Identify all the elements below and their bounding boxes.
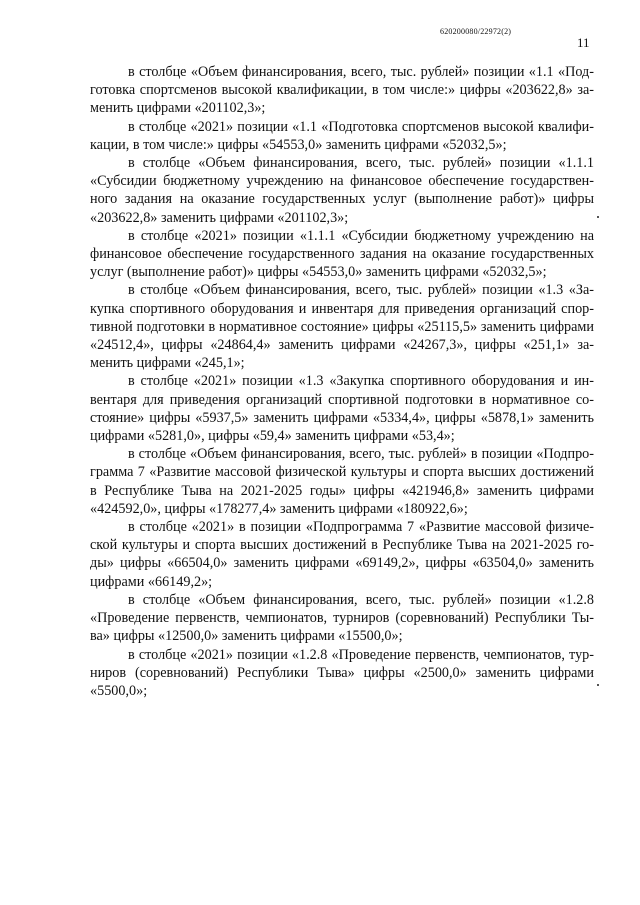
paragraph: в столбце «2021» в позиции «Подпрограмма 7 «Развитие массовой физической культуры и спорта высших достижений в Республике Тыва на 2021-2025 годы» цифры «66504,0» заменить цифрами «69149,2», цифры «63504,0» заменить цифрами «66149,2»;: [90, 519, 594, 590]
paragraph: в столбце «Объем финансирования, всего, тыс. рублей» позиции «1.3 «Закупка спортивного оборудования и инвентаря для приведения организаций спортивной подготовки в нормативное состояние» цифры «25115,5» заменить цифрами «24512,4», цифры «24864,4» заменить цифрами «24267,3», цифры «251,1» заменить цифрами «245,1»;: [90, 282, 594, 372]
paragraph: в столбце «Объем финансирования, всего, тыс. рублей» позиции «1.1 «Подготовка спортсменов высокой квалификации, в том числе:» цифры «203622,8» заменить цифрами «201102,3»;: [90, 64, 594, 117]
document-code: 620200080/22972(2): [440, 27, 512, 36]
paragraph: в столбце «Объем финансирования, всего, тыс. рублей» в позиции «Подпрограмма 7 «Развитие массовой физической культуры и спорта высших достижений в Республике Тыва на 2021-2025 годы» цифры «421946,8» заменить цифрами «424592,0», цифры «178277,4» заменить цифрами «180922,6»;: [90, 446, 594, 517]
paragraph: в столбце «2021» позиции «1.1.1 «Субсидии бюджетному учреждению на финансовое обеспечение государственного задания на оказание государственных услуг (выполнение работ)» цифры «54553,0» заменить цифрами «52032,5»;: [90, 227, 594, 281]
paragraph: в столбце «2021» позиции «1.2.8 «Проведение первенств, чемпионатов, турниров (соревнований) Республики Тыва» цифры «2500,0» заменить цифрами «5500,0»;: [90, 646, 594, 699]
paragraph: в столбце «2021» позиции «1.1 «Подготовка спортсменов высокой квалификации, в том числе:» цифры «54553,0» заменить цифрами «52032,5»;: [90, 118, 594, 153]
paragraph: в столбце «2021» позиции «1.3 «Закупка спортивного оборудования и инвентаря для приведения организаций спортивной подготовки в нормативное состояние» цифры «5937,5» заменить цифрами «5334,4», цифры «5878,1» заменить цифрами «5281,0», цифры «59,4» заменить цифрами «53,4»;: [90, 373, 594, 445]
scan-speck: [597, 216, 599, 218]
scan-speck: [597, 684, 599, 686]
page-number: 11: [577, 35, 590, 50]
document-body: [90, 63, 594, 700]
paragraph: в столбце «Объем финансирования, всего, тыс. рублей» позиции «1.1.1 «Субсидии бюджетному учреждению на финансовое обеспечение государственного задания на оказание государственных услуг (выполнение работ)» цифры «203622,8» заменить цифрами «201102,3»;: [90, 155, 594, 226]
paragraph: в столбце «Объем финансирования, всего, тыс. рублей» позиции «1.2.8 «Проведение первенств, чемпионатов, турниров (соревнований) Республики Тыва» цифры «12500,0» заменить цифрами «15500,0»;: [90, 591, 594, 645]
